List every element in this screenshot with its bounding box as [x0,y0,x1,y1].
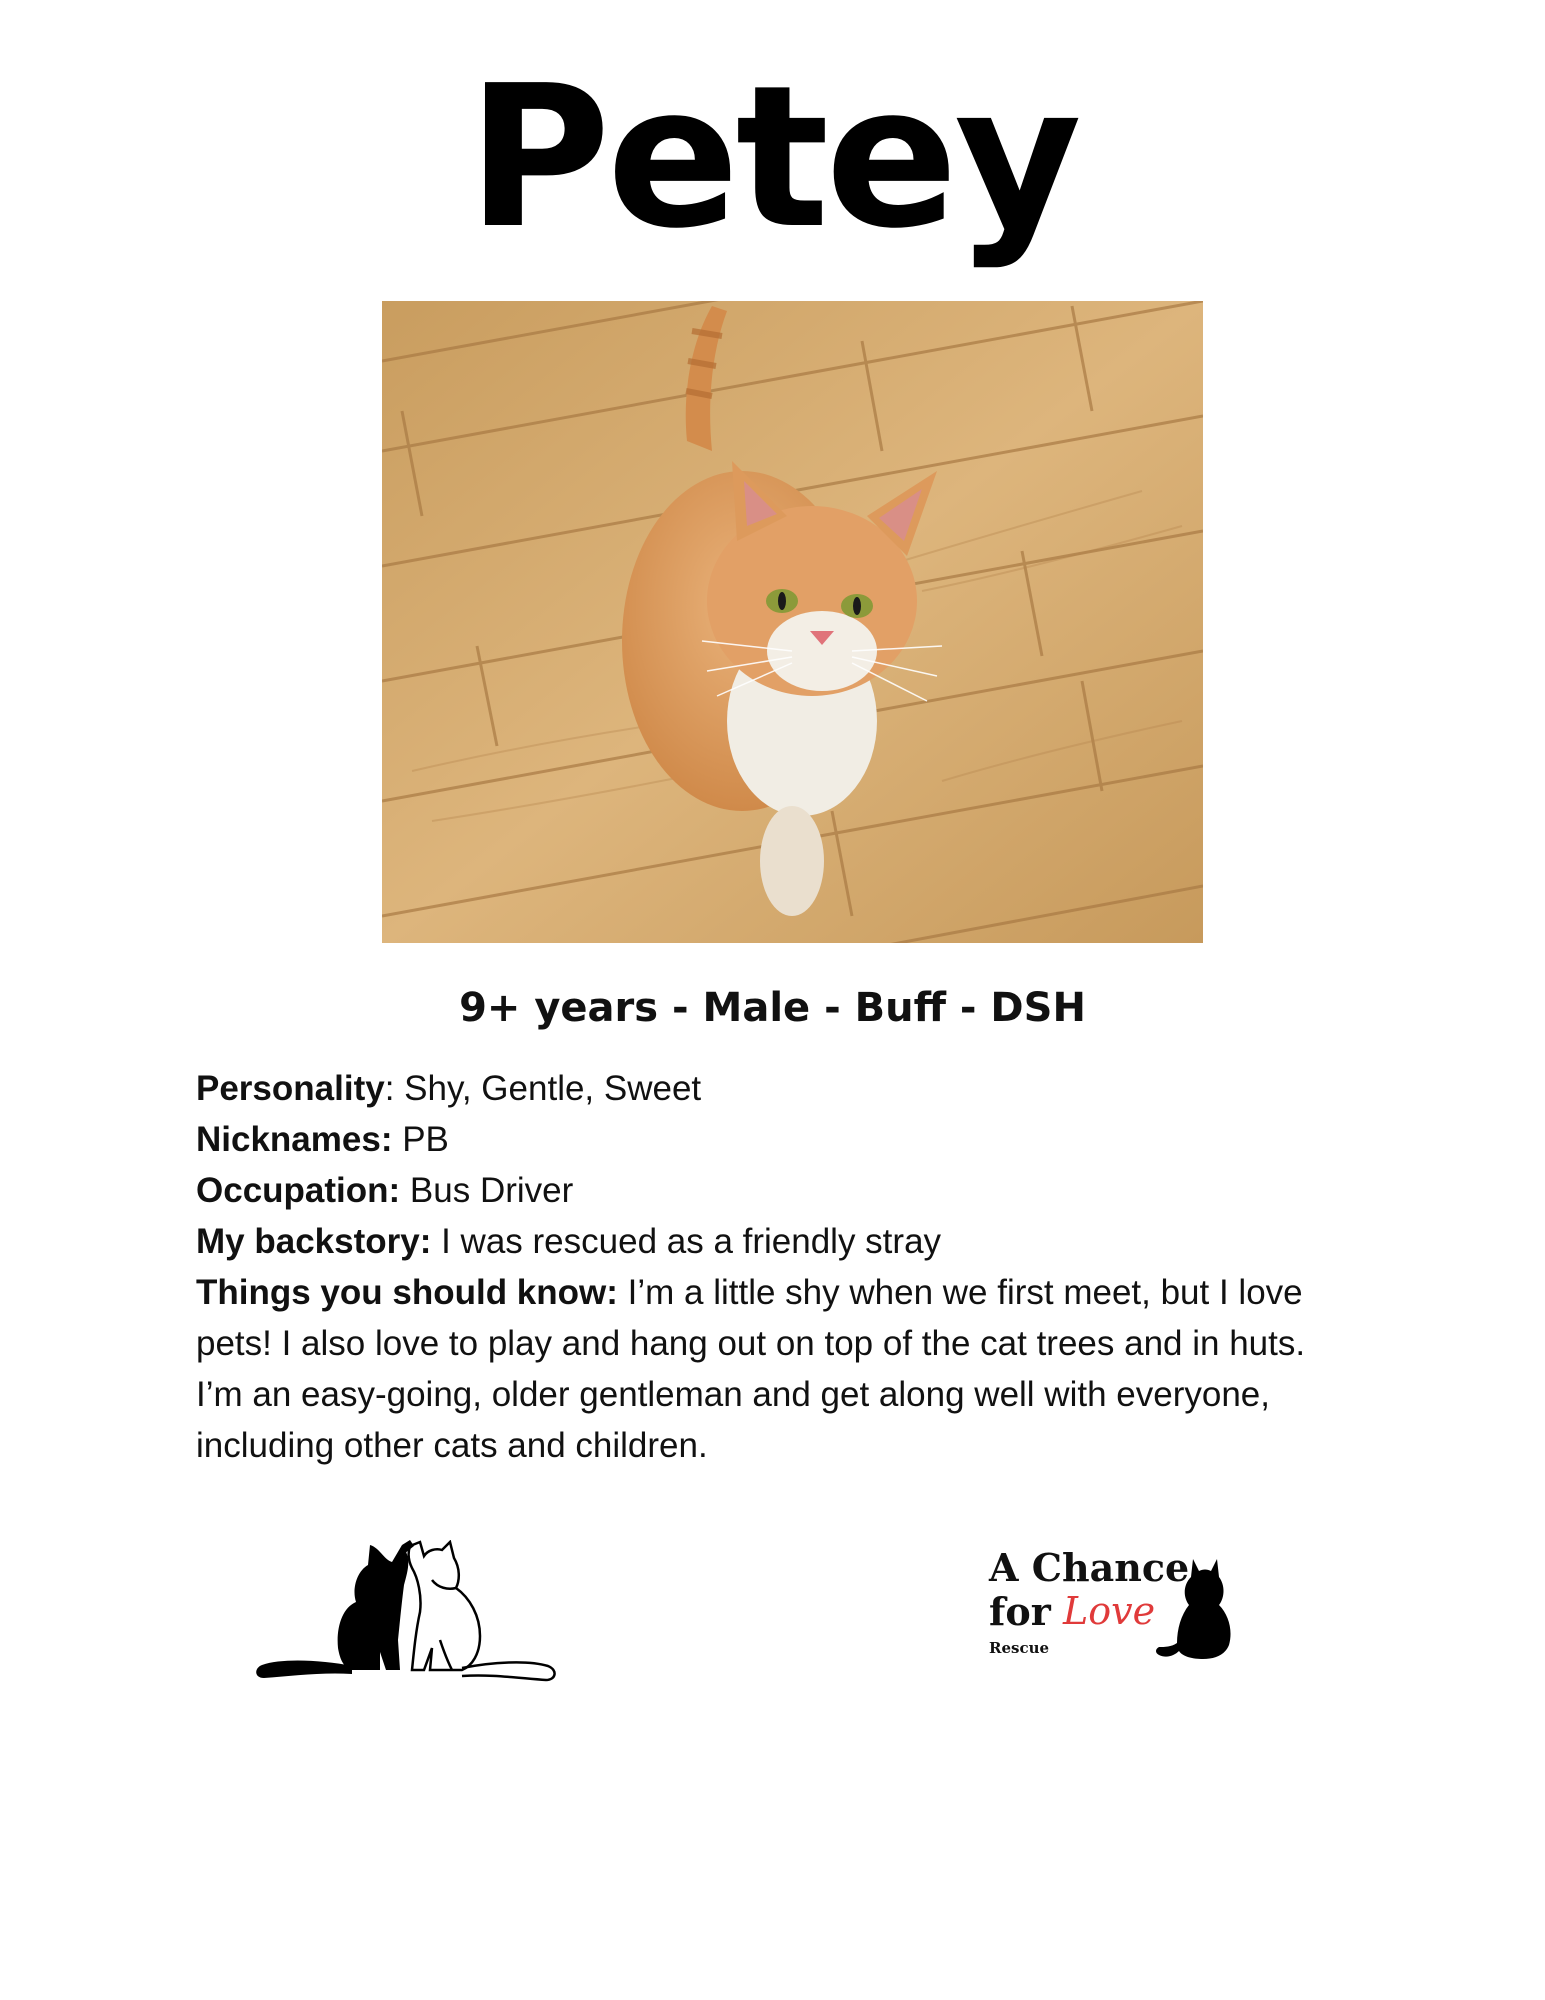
personality-label: Personality [196,1069,385,1108]
occupation-row [196,1165,1336,1216]
nicknames-row [196,1114,1336,1165]
occupation-value: Bus Driver [400,1171,574,1210]
nicknames-value: PB [392,1120,449,1159]
nicknames-label: Nicknames: [196,1120,393,1159]
cat-silhouette-icon [1153,1555,1233,1665]
rescue-logo [985,1545,1235,1665]
high-five-cats-icon [252,1540,562,1685]
backstory-value: I was rescued as a friendly stray [431,1222,942,1261]
things-to-know-label: Things you should know: [196,1273,618,1312]
personality-row [196,1063,1336,1114]
pet-summary: 9+ years - Male - Buff - DSH [459,985,1086,1031]
cat-photo [382,301,1203,943]
things-to-know-paragraph [196,1267,1336,1471]
logo-love: Love [1063,1589,1156,1633]
backstory-row [196,1216,1336,1267]
logo-line-1: A Chance [989,1545,1190,1590]
occupation-label: Occupation: [196,1171,401,1210]
pet-details [196,1063,1336,1471]
things-to-know-value: I’m a little shy when we first meet, but I love pets! I also love to play and hang out on top of the cat trees and in huts. I’m an easy-going, older gentleman and get along well with everyone, including other cats and children. [196,1273,1306,1465]
backstory-label: My backstory: [196,1222,432,1261]
logo-line-3: Rescue [989,1639,1050,1657]
personality-value: : Shy, Gentle, Sweet [384,1069,702,1108]
pet-name-title: Petey [467,44,1078,272]
logo-line-2: for [989,1589,1051,1634]
